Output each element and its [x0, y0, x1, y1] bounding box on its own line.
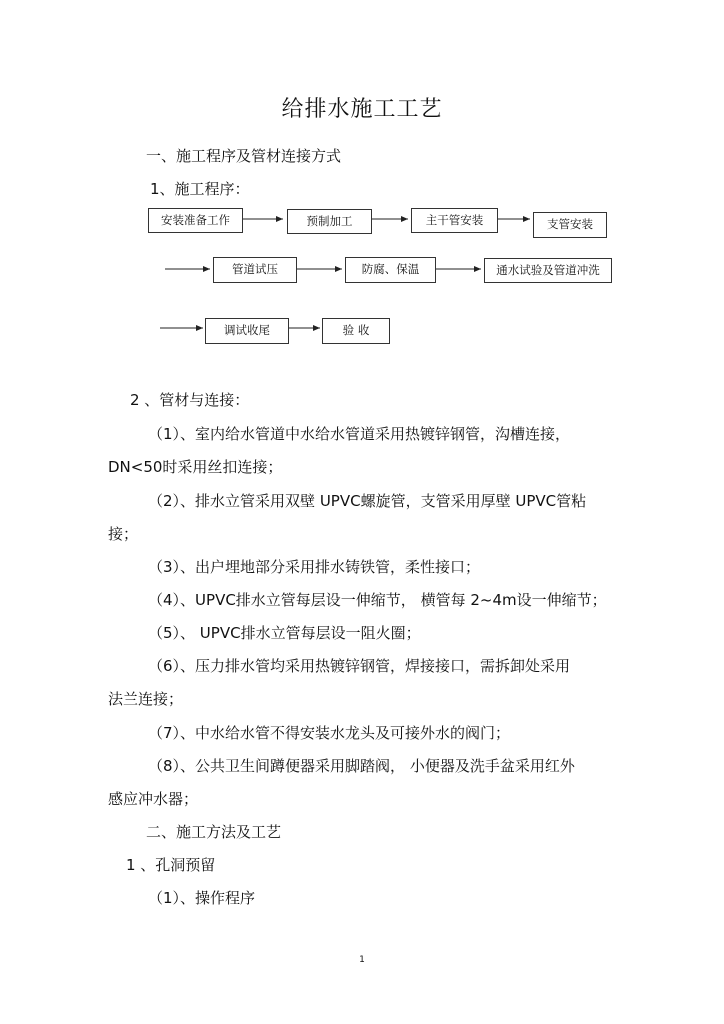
item-2-line1: （2）、排水立管采用双壁 UPVC螺旋管，支管采用厚壁 UPVC管粘 [148, 492, 587, 510]
flow-step-acceptance: 验 收 [322, 318, 390, 344]
item-8-line1: （8）、公共卫生间蹲便器采用脚踏阀， 小便器及洗手盆采用红外 [148, 757, 575, 775]
item-3: （3）、出户埋地部分采用排水铸铁管，柔性接口； [148, 558, 481, 576]
item-1-line2: DN<50时采用丝扣连接； [108, 458, 283, 476]
item-1-line1: （1）、室内给水管道中水给水管道采用热镀锌钢管，沟槽连接， [148, 425, 571, 443]
flow-step-debug: 调试收尾 [205, 318, 289, 344]
flow-step-main-pipe: 主干管安装 [411, 208, 498, 233]
section1-heading: 一、施工程序及管材连接方式 [146, 147, 342, 165]
section1-sub1: 1、施工程序： [150, 180, 250, 198]
flow-step-branch-pipe: 支管安装 [533, 212, 607, 238]
document-title: 给排水施工工艺 [281, 97, 443, 122]
section1-sub2: 2 、管材与连接： [130, 391, 250, 409]
item-7: （7）、中水给水管不得安装水龙头及可接外水的阀门； [148, 724, 511, 742]
page-number: 1 [359, 955, 365, 965]
section2-sub1: 1 、孔洞预留 [126, 856, 216, 874]
section2-heading: 二、施工方法及工艺 [146, 823, 282, 841]
section2-sub1-1: （1）、操作程序 [148, 889, 256, 907]
flow-step-water-test: 通水试验及管道冲洗 [484, 258, 612, 283]
item-2-line2: 接； [108, 525, 139, 543]
flow-step-pressure-test: 管道试压 [213, 257, 297, 283]
flow-step-anticorrosion: 防腐、保温 [345, 257, 436, 283]
item-5: （5）、 UPVC排水立管每层设一阻火圈； [148, 624, 421, 642]
item-8-line2: 感应冲水器； [108, 790, 199, 808]
item-4: （4）、UPVC排水立管每层设一伸缩节， 横管每 2~4m设一伸缩节； [148, 591, 607, 609]
flow-arrows [0, 0, 724, 360]
flow-step-prefab: 预制加工 [287, 209, 372, 234]
flow-step-prepare: 安装准备工作 [148, 208, 243, 233]
item-6-line2: 法兰连接； [108, 690, 184, 708]
item-6-line1: （6）、压力排水管均采用热镀锌钢管，焊接接口，需拆卸处采用 [148, 657, 571, 675]
